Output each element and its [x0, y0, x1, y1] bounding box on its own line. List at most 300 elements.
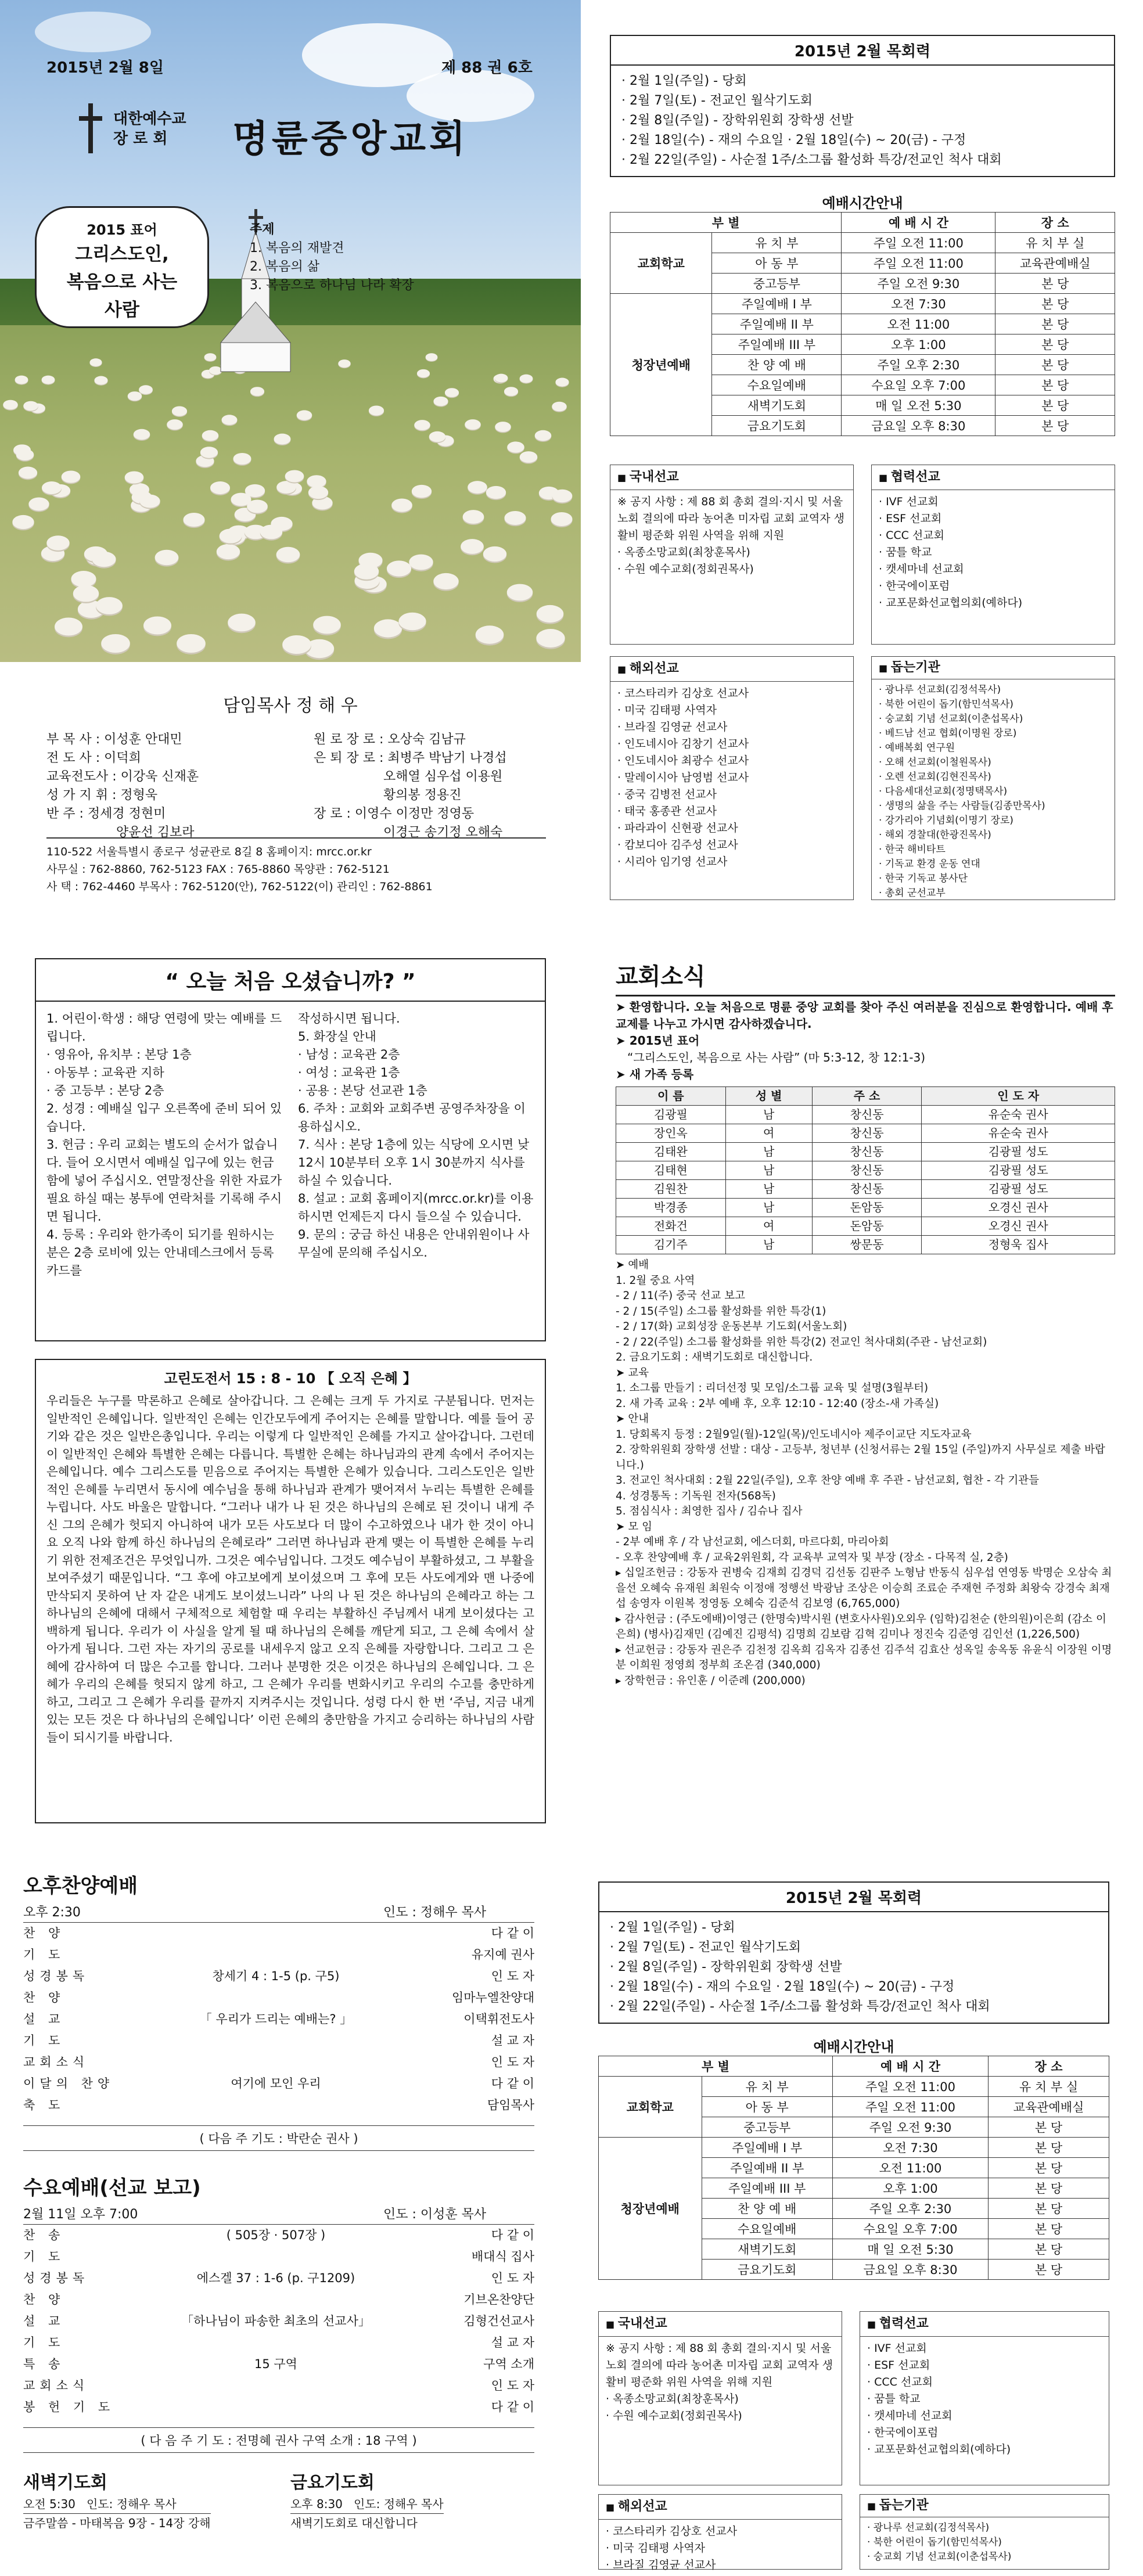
afternoon-service-title: 오후찬양예배	[23, 1875, 138, 1898]
table-cell: 본 당	[995, 416, 1115, 436]
order-row	[23, 2052, 534, 2073]
list-item: · 중 고등부 : 본당 2층	[46, 1084, 164, 1098]
worship-schedule-table	[598, 2035, 1109, 2280]
list-item: ➤ 모 임	[616, 1520, 653, 1533]
sheep	[552, 490, 573, 502]
order-cell: 다 같 이	[491, 2400, 534, 2414]
order-cell	[116, 2052, 436, 2073]
staff-line: 황의봉 정용진	[383, 788, 462, 803]
sheep	[221, 415, 237, 424]
denomination	[113, 109, 186, 149]
table-cell: 남	[725, 1236, 812, 1254]
table-cell: 수요일 오후 7:00	[832, 2219, 988, 2239]
list-item: · 총회 군선교부	[879, 887, 946, 899]
sheep	[42, 481, 62, 494]
table-row	[616, 1217, 1115, 1236]
sheep	[139, 495, 160, 508]
list-item: · 북한 어린이 돕기(함민석목사)	[867, 2537, 1002, 2548]
denomination-line: 장 로 회	[113, 130, 168, 147]
order-cell: 다 같 이	[491, 2077, 534, 2091]
order-row	[23, 2397, 534, 2418]
table-cell: 본 당	[995, 314, 1115, 334]
list-item: · 태국 홍종관 선교사	[617, 805, 717, 818]
section-heading: ■ 해외선교	[610, 657, 853, 682]
table-cell: 돈암동	[812, 1199, 922, 1217]
issue-volume: 제 88 권 6호	[441, 59, 533, 77]
order-row	[23, 2225, 534, 2246]
table-cell: 창신동	[812, 1161, 922, 1180]
list-item: ▸ 감사헌금 : (주도에배)이영근 (한명숙)박시원 (변호사사원)오외우 (임학)김천순 (한의원)이은희 (감소 이은희) (병사)김재민 (김예진 김평석) 김명희 김보람 김혁 김미나 정진숙 김준영 김인선 (1,226,500)	[616, 1613, 1106, 1640]
order-cell: 이달의 찬양	[23, 2077, 114, 2091]
order-cell: 기 도	[23, 2250, 65, 2264]
schedule-title: 예배시간안내	[813, 2039, 894, 2055]
guide-title: “ 오늘 처음 오셨습니까? ”	[36, 959, 545, 1002]
wednesday-time: 2월 11일 오후 7:00	[23, 2207, 138, 2222]
table-cell: 오후 1:00	[842, 334, 995, 355]
table-cell: 주일 오전 11:00	[832, 2077, 988, 2097]
sermon-summary	[35, 1359, 546, 1823]
staff-line: 반 주 : 정세경 정현미	[46, 807, 166, 821]
order-cell: 인 도 자	[491, 1969, 534, 1983]
list-item: · 공용 : 본당 선교관 1층	[298, 1084, 427, 1098]
family-head: ➤ 새 가족 등록	[616, 1067, 694, 1081]
order-row	[23, 2289, 534, 2311]
sheep	[250, 387, 264, 396]
calendar-item: · 2월 1일(주일) - 당회	[610, 1920, 735, 1935]
order-cell: 기브온찬양단	[463, 2293, 534, 2307]
sheep	[433, 397, 448, 406]
denomination-line: 대한예수교	[113, 110, 186, 128]
order-row	[23, 2375, 534, 2397]
table-cell: 주일 오전 9:30	[842, 274, 995, 294]
wednesday-leader: 인도 : 이성훈 목사	[383, 2207, 487, 2222]
list-item: · 수원 예수교회(정회권목사)	[606, 2409, 742, 2422]
list-item: 3. 전교인 척사대회 : 2월 22일(주일), 오후 찬양 예배 후 주관 - 남선교회, 협찬 - 각 기관들	[616, 1474, 1039, 1487]
sheep	[520, 451, 538, 463]
sheep	[508, 441, 525, 452]
order-cell: 기 도	[23, 2336, 65, 2350]
table-row	[616, 1199, 1115, 1217]
table-cell: 주일 오후 2:30	[832, 2199, 988, 2219]
sheep	[73, 585, 99, 602]
calendar-item: · 2월 18일(수) - 재의 수요일 · 2월 18일(수) ~ 20(금) - 구정	[621, 133, 966, 147]
staff-line: 부 목 사 : 이성훈 안대민	[46, 732, 182, 747]
list-item: - 2 / 17(화) 교회성장 운동본부 기도회(서울노회)	[616, 1321, 847, 1333]
guide-column-right	[298, 1010, 534, 1280]
table-row	[616, 1143, 1115, 1161]
calendar-item: · 2월 7일(토) - 전교인 월삭기도회	[610, 1940, 801, 1955]
list-item: · 캣세마네 선교회	[879, 563, 964, 575]
motto-year: 2015 표어	[87, 222, 157, 238]
sheep	[15, 375, 28, 384]
section-heading: ■ 국내선교	[599, 2312, 842, 2337]
list-item: · 교포문화선교협의회(예하다)	[867, 2443, 1011, 2456]
list-item: · 브라질 김영균 선교사	[617, 721, 728, 733]
list-item: ➤ 교육	[616, 1366, 649, 1379]
section-heading: ■ 돕는기관	[860, 2495, 1109, 2517]
list-item: · 옥종소망교회(최창훈목사)	[606, 2392, 739, 2405]
order-cell	[116, 1923, 436, 1944]
afternoon-time: 오후 2:30	[23, 1905, 81, 1920]
table-cell: 주일예배 III 부	[712, 334, 842, 355]
table-cell: 오전 11:00	[832, 2158, 988, 2178]
list-item: · 여성 : 교육관 1층	[298, 1066, 400, 1080]
sheep	[313, 616, 341, 634]
list-item: · 북한 어린이 돕기(함민석목사)	[879, 699, 1013, 710]
table-cell: 주일예배 I 부	[712, 294, 842, 314]
list-item: 5. 화장실 안내	[298, 1030, 376, 1044]
list-item: - 2 / 15(주일) 소그룹 활성화를 위한 특강(1)	[616, 1305, 826, 1318]
list-item: · 숭교회 기념 선교회(이춘섭목사)	[867, 2551, 1012, 2563]
order-row	[23, 2030, 534, 2052]
table-cell: 수요일예배	[702, 2219, 832, 2239]
list-item: ➤ 안내	[616, 1413, 649, 1425]
order-cell: 다 같 이	[491, 1926, 534, 1940]
sheep	[125, 471, 144, 483]
sheep	[23, 401, 38, 411]
staff-list-right	[314, 731, 507, 842]
worship-schedule-table	[610, 192, 1115, 436]
sheep	[94, 376, 107, 385]
table-cell: 본 당	[989, 2199, 1109, 2219]
list-item: · 인도네시아 최광수 선교사	[617, 754, 749, 767]
sheep	[462, 510, 484, 524]
motto-line: 그리스도인,	[75, 244, 169, 265]
table-cell: 전화건	[616, 1217, 726, 1236]
address-line: 110-522 서울특별시 종로구 성균관로 8길 8 홈페이지: mrcc.or.kr	[46, 846, 372, 858]
table-cell: 유순숙 권사	[922, 1124, 1115, 1143]
column-header: 이 름	[616, 1087, 726, 1106]
theme-head: 주제	[250, 222, 275, 237]
list-item: ▸ 선교헌금 : 강동자 권은주 김천정 김옥희 김옥자 김종선 김주석 김효산 성옥일 송옥동 유윤식 이장원 이명분 이희원 정영희 정부희 조온겸 (340,000)	[616, 1643, 1112, 1671]
table-cell: 주일 오전 9:30	[832, 2117, 988, 2138]
order-cell	[116, 2095, 436, 2116]
phone-line: 사 택 : 762-4460 부목사 : 762-5120(안), 762-5122(이) 관리인 : 762-8861	[46, 880, 433, 893]
group-cell: 교회학교	[610, 233, 712, 294]
table-cell: 주일예배 III 부	[702, 2178, 832, 2199]
list-item: 7. 식사 : 본당 1층에 있는 식당에 오시면 낮 12시 10분부터 오후 1시 30분까지 식사를 하실 수 있습니다.	[298, 1138, 530, 1188]
table-cell: 창신동	[812, 1143, 922, 1161]
calendar-list	[611, 66, 1114, 176]
table-cell: 중고등부	[702, 2117, 832, 2138]
table-cell: 본 당	[995, 355, 1115, 375]
sermon-body: 우리들은 누구를 막론하고 은혜로 살아갑니다. 그 은혜는 크게 두 가지로 구분됩니다. 먼저는 일반적인 은혜입니다. 일반적인 은혜는 인간모두에게 주어지는 은혜를 말합니다. 예를 들어 공기와 같은 것은 일반은총입니다. 우리는 이렇게 다 일반적인 은혜를 가지고 살아갑니다. 그런데 이 일반적인 은혜와 특별한 은혜는 다릅니다. 특별한 은혜는 하나님과의 관계 속에서 주어지는 은혜입니다. 예수 그리스도를 믿음으로 주어지는 특별한 은혜가 있습니다. 그리스도인은 일반적인 은혜를 누리면서 동시에 예수님을 통해 하나님과 관계가 맺어져서 누리는 특별한 은혜를 누립니다. 사도 바울은 말합니다. “그러나 내가 나 된 것은 하나님의 은혜로 된 것이니 내게 주신 그의 은혜가 헛되지 아니하여 내가 모든 사도보다 더 많이 수고하였으나 내가 한 것이 아니요 오직 나와 함께 하신 하나님의 은혜로라” 그러면 하나님과 관계 맺는 이 특별한 은혜를 누리기 위한 전제조건은 무엇입니까. 그것은 예수님입니다. 그것도 예수님이 부활하셨고, 그 부활을 보여주셨기 때문입니다. “그 후에 야고보에게 보이셨으며 그 후에 모든 사도에게와 맨 나중에 만삭되지 못하여 난 자 같은 내게도 보이셨느니라” 나의 나 된 것은 하나님의 은혜라고 하는 그 하나님의 은혜에 대해서 구체적으로 체험할 때 우리는 부활하신 주님께서 내게 보이셨다는 고백하게 됩니다. 우리가 이 사실을 알게 될 때 하나님의 은혜를 깨닫게 되고, 그 은혜 속에서 살아가게 됩니다. 그런 자는 자기의 공로를 내세우지 않고 오직 은혜를 자랑합니다. 그리고 그 은혜에 감사하여 더 많은 수고를 합니다. 그러나 분명한 것은 이것은 하나님의 은혜입니다. 그 은혜가 우리의 은혜를 헛되지 않게 하고, 그 은혜가 우리를 변화시키고 우리의 수고를 충만하게 하고, 그리고 그 은혜가 우리를 끝까지 지켜주시는 것입니다. 성령 다시 한 번 ‘주님, 지금 내게 있는 모든 것은 다 하나님의 은혜입니다’ 이런 은혜의 충만함을 가지고 승리하는 하나님의 사람들이 되시기를 바랍니다.	[46, 1394, 534, 1744]
list-item: ※ 공지 사항 : 제 88 회 총회 결의·지시 및 서울노회 결의에 따라 농어촌 미자립 교회 교역자 생활비 평준화 위원 사역을 위해 지원	[617, 495, 845, 542]
sheep	[417, 369, 430, 377]
list-item: 1. 어린이·학생 : 해당 연령에 맞는 예배를 드립니다.	[46, 1012, 282, 1044]
sheep	[143, 617, 171, 635]
calendar-title: 2015년 2월 목회력	[599, 1883, 1108, 1912]
column-header: 장 소	[995, 213, 1115, 233]
list-item: 2. 금요기도회 : 새벽기도회로 대신합니다.	[616, 1351, 813, 1363]
staff-list-left	[46, 731, 199, 842]
order-cell: 인 도 자	[491, 2055, 534, 2069]
mission-list	[867, 2340, 1102, 2458]
sheep	[391, 498, 412, 512]
mission-list	[867, 2521, 1102, 2564]
cover-page	[0, 0, 581, 923]
order-cell: 구역 소개	[483, 2357, 534, 2371]
table-cell: 수요일 오후 7:00	[842, 375, 995, 395]
table-cell: 교육관예배실	[989, 2097, 1109, 2117]
table-cell: 남	[725, 1180, 812, 1199]
order-cell: 봉 헌 기 도	[23, 2400, 115, 2414]
list-item: · 생명의 삶을 주는 사람들(김종만목사)	[879, 800, 1045, 812]
sheep	[92, 552, 116, 567]
list-item: · 코스타리카 김상호 선교사	[617, 687, 749, 700]
motto-box	[35, 206, 209, 328]
table-cell: 새벽기도회	[702, 2239, 832, 2260]
table-cell: 여	[725, 1124, 812, 1143]
order-cell: 교회소식	[23, 2379, 89, 2392]
guide-column-left	[46, 1010, 283, 1280]
friday-info	[290, 2495, 444, 2532]
table-cell: 중고등부	[712, 274, 842, 294]
table-cell: 김기주	[616, 1236, 726, 1254]
sheep	[536, 605, 563, 623]
column-header: 주 소	[812, 1087, 922, 1106]
list-item: · 아동부 : 교육관 지하	[46, 1066, 164, 1080]
column-header: 성 별	[725, 1087, 812, 1106]
order-row	[23, 1944, 534, 1966]
theme-item: 3. 복음으로 하나님 나라 확장	[250, 278, 414, 293]
list-item: ※ 공지 사항 : 제 88 회 총회 결의·지시 및 서울노회 결의에 따라 농어촌 미자립 교회 교역자 생활비 평준화 위원 사역을 위해 지원	[606, 2342, 833, 2388]
welcome-page	[0, 923, 581, 1847]
sheep	[28, 497, 49, 510]
mission-list	[606, 2523, 835, 2574]
list-item: · 광나루 선교회(김정석목사)	[879, 684, 1001, 696]
list-item: · 캣세마네 선교회	[867, 2409, 952, 2422]
supported-organizations	[871, 656, 1115, 900]
sheep	[154, 550, 178, 565]
order-cell: 김형건선교사	[463, 2314, 534, 2328]
group-cell: 청장년예배	[599, 2138, 702, 2280]
sheep	[276, 547, 300, 562]
list-item: · 교포문화선교협의회(예하다)	[879, 596, 1023, 609]
issue-date: 2015년 2월 8일	[46, 59, 164, 77]
table-cell: 정형욱 집사	[922, 1236, 1115, 1254]
staff-line: 성 가 지 휘 : 정형욱	[46, 788, 158, 803]
table-cell: 여	[725, 1217, 812, 1236]
order-cell: 배대식 집사	[471, 2250, 534, 2264]
table-cell: 유 치 부 실	[995, 233, 1115, 253]
table-cell: 김태완	[616, 1143, 726, 1161]
order-cell	[116, 1987, 436, 2009]
motto-line: 복음으로 사는	[66, 272, 178, 293]
table-cell: 주일 오전 11:00	[842, 253, 995, 274]
sheep	[535, 430, 552, 440]
news-title: 교회소식	[616, 958, 1115, 996]
list-item: 8. 설교 : 교회 홈페이지(mrcc.or.kr)를 이용하시면 언제든지 다시 들으실 수 있습니다.	[298, 1192, 534, 1224]
list-item: · 인도네시아 김창기 선교사	[617, 737, 749, 750]
dawn-note: 금주말씀 - 마태복음 9장 - 14장 강해	[23, 2513, 211, 2532]
table-cell: 아 동 부	[712, 253, 842, 274]
table-cell: 매 일 오전 5:30	[832, 2239, 988, 2260]
table-cell: 주일예배 II 부	[712, 314, 842, 334]
sheep	[495, 422, 511, 432]
order-cell: 설 교 자	[491, 2336, 534, 2350]
staff-line: 교육전도사 : 이강욱 신재훈	[46, 769, 199, 784]
order-cell: 찬 양	[23, 1926, 65, 1940]
sheep	[465, 419, 481, 430]
sheep	[398, 613, 426, 631]
address-block	[46, 837, 546, 895]
sheep	[387, 560, 411, 576]
news-motto: “그리스도인, 복음으로 사는 사람” (마 5:3-12, 창 12:1-3)	[627, 1050, 926, 1064]
schedule-page-copy	[581, 1847, 1143, 2576]
sheep	[468, 481, 487, 494]
section-heading: ■ 협력선교	[860, 2312, 1109, 2337]
supported-organizations	[860, 2494, 1109, 2570]
table-header-row	[616, 1087, 1115, 1106]
list-item: 2. 장학위원회 장학생 선발 : 대상 - 고등부, 청년부 (신청서류는 2월 15일 (주일)까지 사무실로 제출 바랍니다.)	[616, 1444, 1105, 1472]
table-row	[610, 294, 1115, 314]
staff-line: 이경근 송기정 오해숙	[383, 825, 503, 840]
table-row	[616, 1161, 1115, 1180]
news-body	[616, 999, 1115, 1689]
table-cell: 창신동	[812, 1124, 922, 1143]
mission-list	[617, 494, 846, 578]
friday-note: 새벽기도회로 대신합니다	[290, 2513, 444, 2532]
church-name: 명륜중앙교회	[232, 118, 469, 161]
wednesday-service-title: 수요예배(선교 보고)	[23, 2176, 201, 2200]
afternoon-next-prayer: ( 다음 주 기도 : 박란순 권사 )	[23, 2125, 534, 2151]
sheep	[101, 634, 130, 653]
mission-list	[879, 683, 1108, 901]
list-item: · ESF 선교회	[867, 2359, 930, 2372]
order-cell: 성경봉독	[23, 2271, 89, 2285]
calendar-item: · 2월 7일(토) - 전교인 월삭기도회	[621, 93, 813, 108]
sheep	[296, 410, 312, 420]
table-row	[616, 1106, 1115, 1124]
table-cell: 본 당	[989, 2178, 1109, 2199]
overseas-missions	[610, 656, 854, 900]
table-row	[599, 2077, 1109, 2097]
table-cell: 남	[725, 1106, 812, 1124]
order-cell	[116, 2289, 436, 2311]
list-item: · 베드남 선교 협회(이명원 장로)	[879, 728, 1017, 739]
table-row	[616, 1236, 1115, 1254]
table-cell: 금요기도회	[702, 2260, 832, 2280]
partner-missions	[860, 2311, 1109, 2485]
order-cell	[116, 2332, 436, 2354]
table-row	[616, 1124, 1115, 1143]
order-cell: 설 교 자	[491, 2034, 534, 2048]
table-cell: 김광필 성도	[922, 1143, 1115, 1161]
list-item: 4. 성경통독 : 기독원 전자(568독)	[616, 1490, 776, 1502]
mission-list	[617, 685, 846, 870]
partner-missions	[871, 465, 1115, 645]
sermon-title: 고린도전서 15 : 8 - 10 【 오직 은혜 】	[164, 1370, 417, 1387]
table-cell: 교육관예배실	[995, 253, 1115, 274]
column-header: 부 별	[610, 213, 842, 233]
worship-order-page	[0, 1847, 581, 2576]
calendar-item: · 2월 8일(주일) - 장학위원회 장학생 선발	[621, 113, 854, 128]
sheep	[217, 544, 240, 559]
order-row	[23, 2332, 534, 2354]
list-item: · 꿈틀 학교	[867, 2392, 921, 2405]
list-item: · 파라과이 신현광 선교사	[617, 822, 738, 834]
list-item: · 광나루 선교회(김정석목사)	[867, 2522, 990, 2534]
order-cell: 여기에 모인 우리	[231, 2077, 321, 2091]
list-item: ➤ 예배	[616, 1259, 649, 1271]
order-cell: 설 교	[23, 2314, 65, 2328]
afternoon-leader: 인도 : 정해우 목사	[383, 1905, 487, 1920]
section-heading: ■ 국내선교	[610, 465, 853, 490]
list-item: · 강가리아 기념회(이명기 장로)	[879, 815, 1013, 826]
sheep	[354, 563, 379, 580]
senior-pastor: 담임목사 정 해 우	[223, 696, 358, 716]
mission-list	[606, 2340, 835, 2424]
table-cell: 김광필	[616, 1106, 726, 1124]
list-item: · 남성 : 교육관 2층	[298, 1048, 400, 1062]
list-item: · 한국 기독교 봉사단	[879, 873, 968, 884]
theme-item: 1. 복음의 재발견	[250, 241, 344, 256]
order-row	[23, 2354, 534, 2375]
overseas-missions	[598, 2494, 842, 2570]
group-cell: 교회학교	[599, 2077, 702, 2138]
list-item: · 숭교회 기념 선교회(이춘섭목사)	[879, 713, 1023, 725]
calendar-item: · 2월 1일(주일) - 당회	[621, 74, 747, 88]
sheep	[219, 528, 242, 543]
sheep	[374, 620, 402, 638]
order-row	[23, 2095, 534, 2116]
sheep	[41, 376, 55, 384]
list-item: · IVF 선교회	[867, 2342, 927, 2355]
order-cell: 「하나님이 파송한 최초의 선교사」	[181, 2314, 371, 2328]
calendar-item: · 2월 8일(주일) - 장학위원회 장학생 선발	[610, 1960, 842, 1974]
list-item: · 영유아, 유치부 : 본당 1층	[46, 1048, 192, 1062]
list-item: · 시리아 임기영 선교사	[617, 855, 728, 868]
staff-line: 원 로 장 로 : 오상숙 김남규	[314, 732, 466, 747]
order-cell: ( 505장 · 507장 )	[226, 2228, 326, 2242]
table-header-row	[599, 2056, 1109, 2077]
group-cell: 청장년예배	[610, 294, 712, 436]
sheep	[210, 481, 230, 494]
list-item: - 오후 찬양예배 후 / 교육2위원회, 각 교육부 교역자 및 부장 (장소 - 다목적 실, 2층)	[616, 1551, 1008, 1564]
list-item: · 한국에이포럼	[879, 580, 950, 592]
order-cell: 인 도 자	[491, 2271, 534, 2285]
table-row	[610, 233, 1115, 253]
theme-item: 2. 복음의 삶	[250, 260, 319, 274]
friday-time: 오후 8:30	[290, 2497, 343, 2511]
news-welcome: ➤ 환영합니다. 오늘 처음으로 명륜 중앙 교회를 찾아 주신 여러분을 진심으로 환영합니다. 예배 후 교제를 나누고 가시면 감사하겠습니다.	[616, 1000, 1113, 1031]
table-cell: 유순숙 권사	[922, 1106, 1115, 1124]
list-item: · 기독교 환경 운동 연대	[879, 858, 980, 870]
cross-logo-icon	[76, 103, 106, 153]
table-cell: 김원찬	[616, 1180, 726, 1199]
monthly-calendar	[610, 35, 1115, 177]
table-cell: 박경종	[616, 1199, 726, 1217]
motto-line: 사람	[105, 300, 139, 321]
column-header: 예 배 시 간	[842, 213, 995, 233]
staff-line: 장 로 : 이영수 이정만 정영동	[314, 807, 475, 821]
order-cell: 임마누엘찬양대	[451, 1991, 534, 2005]
list-item: · 한국에이포럼	[867, 2426, 939, 2439]
order-cell: 담임목사	[487, 2098, 534, 2112]
sheep	[61, 470, 80, 483]
sheep	[476, 625, 504, 643]
table-cell: 주일 오후 2:30	[842, 355, 995, 375]
list-item: 5. 점심식사 : 최영한 집사 / 김슈나 집사	[616, 1505, 803, 1517]
table-cell: 본 당	[989, 2138, 1109, 2158]
list-item: 6. 주차 : 교회와 교회주변 공영주차장을 이용하십시오.	[298, 1102, 526, 1134]
table-cell: 쌍문동	[812, 1236, 922, 1254]
table-cell: 찬 양 예 배	[712, 355, 842, 375]
table-cell: 본 당	[995, 294, 1115, 314]
table-cell: 금요기도회	[712, 416, 842, 436]
table-cell: 본 당	[995, 334, 1115, 355]
